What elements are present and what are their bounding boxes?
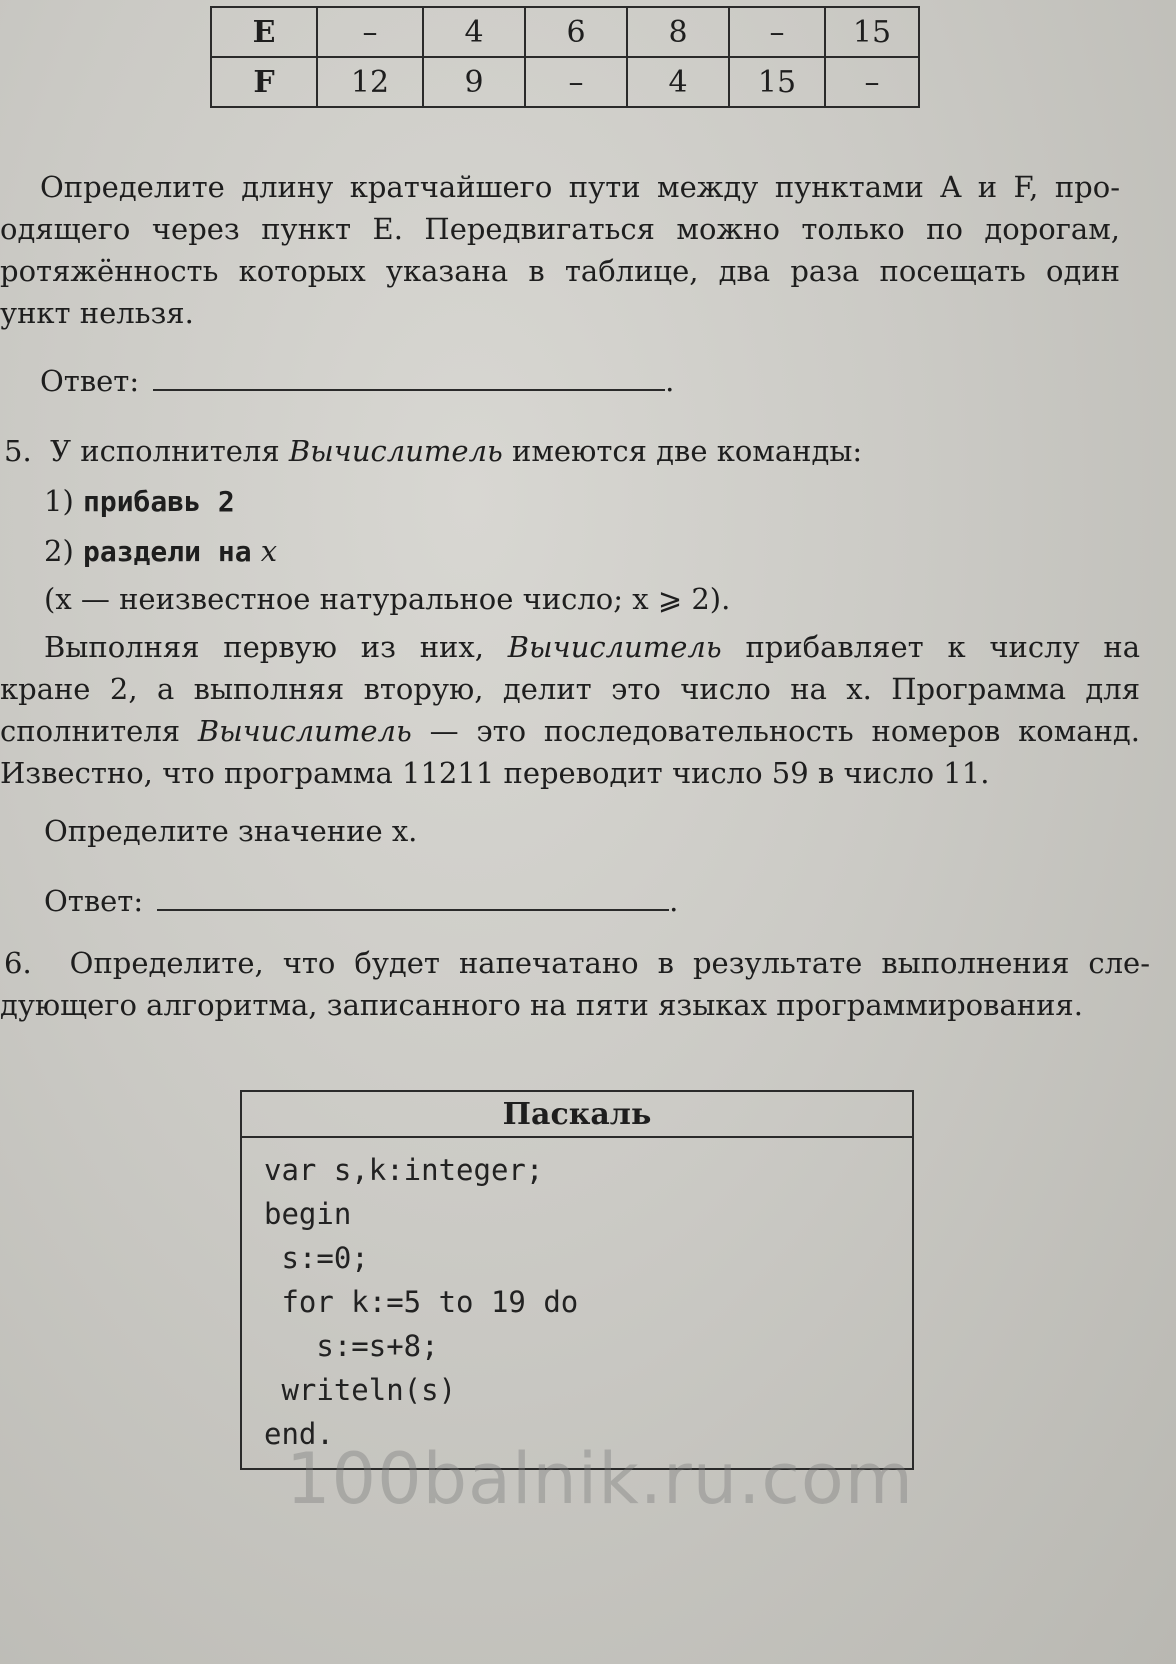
task-path-line: ротяжённость которых указана в таблице, два раза посещать один [0, 254, 1120, 288]
para-text: — это последовательность номеров команд. [411, 714, 1140, 748]
answer-label: Ответ: [44, 884, 144, 918]
table-cell: 12 [317, 57, 423, 107]
task-path-line: Определите длину кратчайшего пути между пунктами A и F, про- [40, 170, 1120, 204]
task-program-text: Определите, что будет напечатано в результате выполнения сле- [69, 946, 1150, 980]
answer-row [44, 880, 678, 922]
code-line: end. [264, 1417, 334, 1451]
para-text: прибавляет к числу на [721, 630, 1140, 664]
executor-name: Вычислитель [507, 630, 722, 664]
task-calc-para-line: кране 2, а выполняя вторую, делит это число на x. Программа для [0, 672, 1140, 706]
command-text: прибавь 2 [82, 485, 235, 518]
intro-text: имеются две команды: [502, 434, 863, 468]
command-1 [44, 480, 235, 523]
answer-end: . [665, 364, 675, 398]
command-2 [44, 530, 277, 573]
para-text: Выполняя первую из них, [44, 630, 508, 664]
task-number: 6. [4, 946, 32, 980]
task-calc-para-line: Известно, что программа 11211 переводит число 59 в число 11. [0, 756, 990, 790]
distance-table [210, 6, 920, 108]
code-box-title: Паскаль [242, 1092, 912, 1138]
code-line: s:=0; [264, 1241, 369, 1275]
task-number: 5. [4, 434, 32, 468]
variable-note: (x — неизвестное натуральное число; x ⩾ 2). [44, 582, 731, 616]
table-cell: 15 [729, 57, 825, 107]
executor-name: Вычислитель [288, 434, 503, 468]
table-row [211, 57, 919, 107]
answer-field[interactable] [153, 363, 665, 391]
intro-text: У исполнителя [50, 434, 289, 468]
table-cell: 4 [423, 7, 525, 57]
para-text: сполнителя [0, 714, 198, 748]
task-calc-question: Определите значение x. [44, 814, 418, 848]
task-path-line: ункт нельзя. [0, 296, 194, 330]
pascal-code-box [240, 1090, 914, 1470]
code-line: s:=s+8; [264, 1329, 439, 1363]
table-row [211, 7, 919, 57]
command-number: 1) [44, 484, 74, 518]
row-label: F [211, 57, 317, 107]
code-listing [242, 1138, 912, 1456]
code-line: for k:=5 to 19 do [264, 1285, 579, 1319]
answer-row [40, 360, 674, 402]
task-program-line [4, 942, 1150, 984]
answer-label: Ответ: [40, 364, 140, 398]
table-cell: 4 [627, 57, 729, 107]
watermark: 100balnik.ru.com [286, 1438, 914, 1520]
table-cell: – [729, 7, 825, 57]
table-cell: 15 [825, 7, 919, 57]
table-cell: – [825, 57, 919, 107]
task-program-line: дующего алгоритма, записанного на пяти языках программирования. [0, 988, 1083, 1022]
command-text: раздели на [82, 535, 252, 568]
table-cell: 8 [627, 7, 729, 57]
code-line: var s,k:integer; [264, 1153, 544, 1187]
task-calc-para-line [0, 710, 1140, 752]
table-cell: 6 [525, 7, 627, 57]
row-label: E [211, 7, 317, 57]
variable-x: x [260, 534, 278, 568]
table-cell: 9 [423, 57, 525, 107]
executor-name: Вычислитель [197, 714, 412, 748]
answer-field[interactable] [157, 883, 669, 911]
task-path-line: одящего через пункт E. Передвигаться можно только по дорогам, [0, 212, 1120, 246]
table-cell: – [317, 7, 423, 57]
table-cell: – [525, 57, 627, 107]
task-calc-intro [4, 430, 862, 472]
answer-end: . [669, 884, 679, 918]
code-line: writeln(s) [264, 1373, 457, 1407]
command-number: 2) [44, 534, 74, 568]
code-line: begin [264, 1197, 352, 1231]
task-calc-para-line [44, 626, 1140, 668]
